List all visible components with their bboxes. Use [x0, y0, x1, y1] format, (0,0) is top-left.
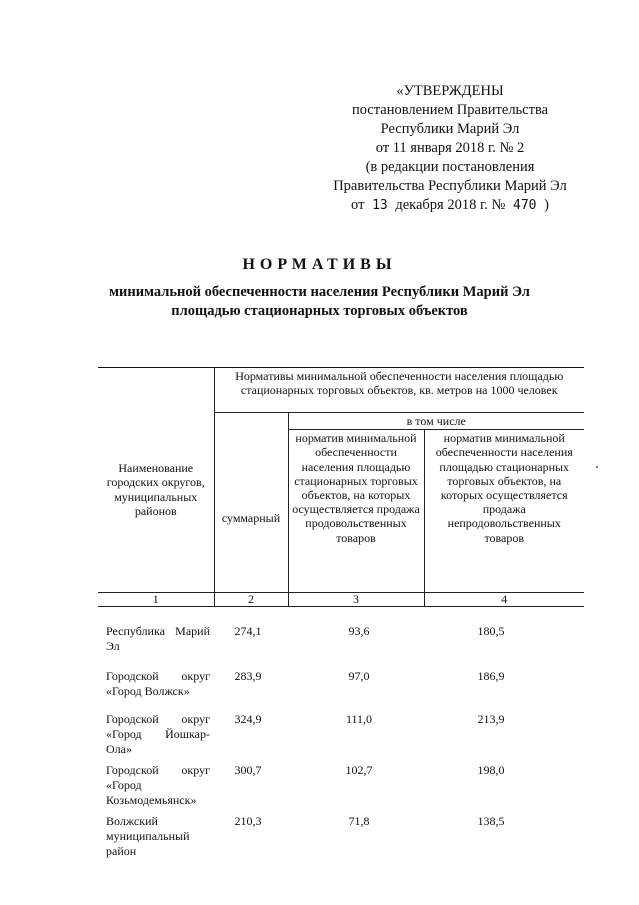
row-total: 283,9	[234, 669, 262, 683]
approval-line-6: Правительства Республики Марий Эл	[333, 178, 567, 194]
norms-table	[98, 367, 584, 607]
header-name: Наименование городских округов, муниципальных районов	[98, 368, 214, 593]
row-food: 71,8	[348, 814, 370, 828]
row-total: 300,7	[234, 763, 262, 777]
column-number-2: 2	[214, 593, 288, 607]
approval-day: 13	[372, 198, 388, 213]
approval-close-paren: )	[544, 197, 549, 213]
approval-number: 470	[513, 198, 537, 213]
row-nonfood: 213,9	[477, 712, 505, 726]
header-food: норматив минимальной обеспеченности населения площадью стационарных торговых объектов, на которых осуществляется продажа продовольственных товаров	[288, 430, 424, 593]
subtitle-line-1: минимальной обеспеченности населения Республики Марий Эл	[109, 284, 530, 300]
row-food: 93,6	[348, 624, 370, 638]
header-total: суммарный	[214, 413, 288, 593]
row-name: Городской округ «Город Козьмодемьянск»	[106, 763, 210, 807]
approval-date-middle: декабря 2018 г. №	[395, 197, 506, 213]
row-name: Республика Марий Эл	[106, 624, 210, 653]
column-number-4: 4	[424, 593, 584, 607]
document-subtitle	[0, 283, 639, 321]
row-name: Городской округ «Город Волжск»	[106, 669, 210, 698]
row-nonfood: 180,5	[477, 624, 505, 638]
row-nonfood: 186,9	[477, 669, 505, 683]
approval-line-2: постановлением Правительства	[351, 102, 549, 118]
header-norms: Нормативы минимальной обеспеченности населения площадью стационарных торговых объектов, кв. метров на 1000 человек	[214, 368, 584, 413]
row-name: Волжский муниципальный район	[106, 814, 190, 858]
approval-line-5: (в редакции постановления	[365, 159, 535, 175]
column-number-3: 3	[288, 593, 424, 607]
approval-stamp	[300, 82, 600, 215]
approval-line-3: Республики Марий Эл	[380, 121, 520, 137]
document-title: НОРМАТИВЫ	[242, 256, 397, 273]
row-food: 102,7	[345, 763, 373, 777]
row-food: 111,0	[345, 712, 373, 726]
row-name: Городской округ «Город Йошкар-Ола»	[106, 712, 210, 756]
row-total: 324,9	[234, 712, 262, 726]
scan-speck	[596, 466, 598, 468]
row-nonfood: 138,5	[477, 814, 505, 828]
approval-line-7	[300, 196, 600, 215]
column-number-1: 1	[98, 593, 214, 607]
approval-date-prefix: от	[351, 197, 365, 213]
header-including: в том числе	[288, 413, 584, 430]
row-total: 274,1	[234, 624, 262, 638]
row-total: 210,3	[234, 814, 262, 828]
row-nonfood: 198,0	[477, 763, 505, 777]
approval-line-4: от 11 января 2018 г. № 2	[375, 140, 525, 156]
subtitle-line-2: площадью стационарных торговых объектов	[171, 303, 468, 319]
header-nonfood: норматив минимальной обеспеченности населения площадью стационарных торговых объектов, на которых осуществляется продажа непродовольственных товаров	[424, 430, 584, 593]
row-food: 97,0	[348, 669, 370, 683]
approval-line-1: «УТВЕРЖДЕНЫ	[396, 83, 504, 99]
